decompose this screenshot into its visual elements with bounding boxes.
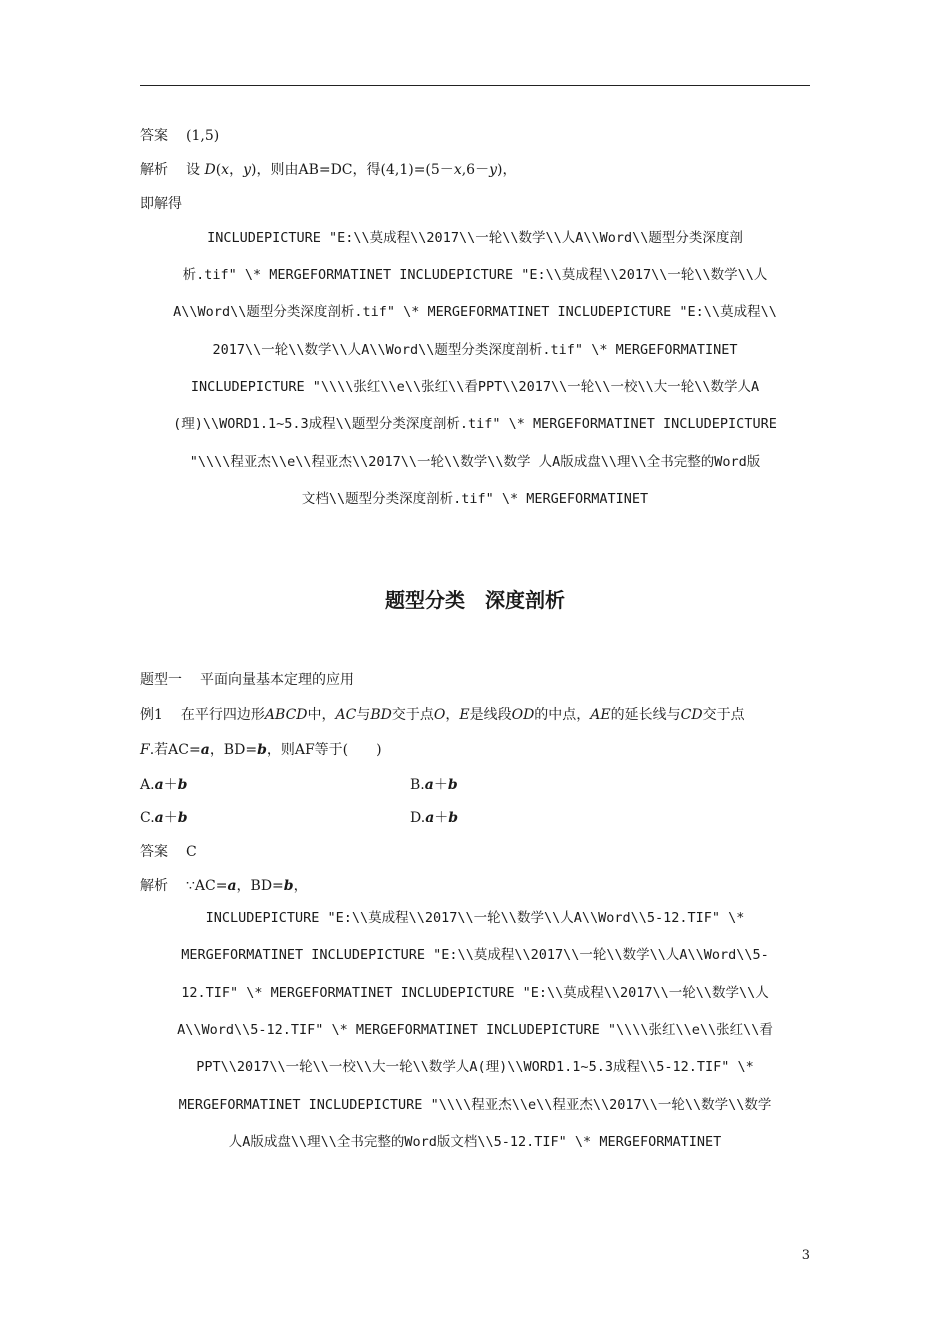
- analysis-label: 解析: [140, 162, 168, 178]
- example-line-2: F.若AC=a，BD=b，则AF等于( ): [140, 742, 382, 758]
- include-line: MERGEFORMATINET INCLUDEPICTURE "E:\\莫成程\\2017\\一轮\\数学\\人A\\Word\\5-: [181, 947, 769, 963]
- answer-2: 答案 C: [140, 844, 197, 860]
- option-d: D.a＋b: [410, 810, 459, 826]
- example-label: 例1: [140, 707, 163, 723]
- answer-value: (1,5): [186, 128, 220, 144]
- analysis-1-continued: 即解得: [140, 196, 182, 212]
- option-b: B.a＋b: [410, 777, 458, 793]
- include-line: "\\\\程亚杰\\e\\程亚杰\\2017\\一轮\\数学\\数学 人A版成盘\\理\\全书完整的Word版: [189, 454, 761, 470]
- include-line: 12.TIF" \* MERGEFORMATINET INCLUDEPICTURE "E:\\莫成程\\2017\\一轮\\数学\\人: [181, 985, 769, 1001]
- answer-1: [140, 126, 219, 146]
- analysis-1: 解析 设 D(x，y)，则由AB=DC，得(4,1)=(5－x,6－y)，: [140, 162, 517, 178]
- include-line: PPT\\2017\\一轮\\一校\\大一轮\\数学人A(理)\\WORD1.1~5.3成程\\5-12.TIF" \*: [196, 1059, 754, 1075]
- analysis-2: 解析 ∵AC=a，BD=b，: [140, 878, 308, 894]
- page-number: 3: [801, 1248, 810, 1263]
- option-a: A.a＋b: [140, 777, 188, 793]
- type-heading: 题型一 平面向量基本定理的应用: [140, 672, 354, 688]
- include-line: A\\Word\\题型分类深度剖析.tif" \* MERGEFORMATINET INCLUDEPICTURE "E:\\莫成程\\: [173, 304, 777, 320]
- answer-label: 答案: [140, 128, 168, 144]
- include-line: A\\Word\\5-12.TIF" \* MERGEFORMATINET INCLUDEPICTURE "\\\\张红\\e\\张红\\看: [177, 1022, 773, 1038]
- include-line: 文档\\题型分类深度剖析.tif" \* MERGEFORMATINET: [301, 491, 649, 507]
- include-line: 人A版成盘\\理\\全书完整的Word版文档\\5-12.TIF" \* MERGEFORMATINET: [228, 1134, 722, 1150]
- include-line: INCLUDEPICTURE "E:\\莫成程\\2017\\一轮\\数学\\人A\\Word\\题型分类深度剖: [207, 230, 743, 246]
- option-c: C.a＋b: [140, 810, 188, 826]
- include-line: INCLUDEPICTURE "\\\\张红\\e\\张红\\看PPT\\2017\\一轮\\一校\\大一轮\\数学人A: [190, 379, 760, 395]
- section-title: 题型分类 深度剖析: [385, 588, 565, 612]
- example-line-1: 例1 在平行四边形ABCD中，AC与BD交于点O，E是线段OD的中点，AE的延长线与CD交于点: [140, 707, 745, 723]
- include-line: INCLUDEPICTURE "E:\\莫成程\\2017\\一轮\\数学\\人A\\Word\\5-12.TIF" \*: [205, 910, 745, 926]
- header-rule: [140, 85, 810, 86]
- include-line: MERGEFORMATINET INCLUDEPICTURE "\\\\程亚杰\\e\\程亚杰\\2017\\一轮\\数学\\数学: [178, 1097, 772, 1113]
- include-line: 析.tif" \* MERGEFORMATINET INCLUDEPICTURE "E:\\莫成程\\2017\\一轮\\数学\\人: [182, 267, 768, 283]
- include-line: 2017\\一轮\\数学\\人A\\Word\\题型分类深度剖析.tif" \* MERGEFORMATINET: [212, 342, 738, 358]
- include-line: (理)\\WORD1.1~5.3成程\\题型分类深度剖析.tif" \* MERGEFORMATINET INCLUDEPICTURE: [173, 416, 777, 432]
